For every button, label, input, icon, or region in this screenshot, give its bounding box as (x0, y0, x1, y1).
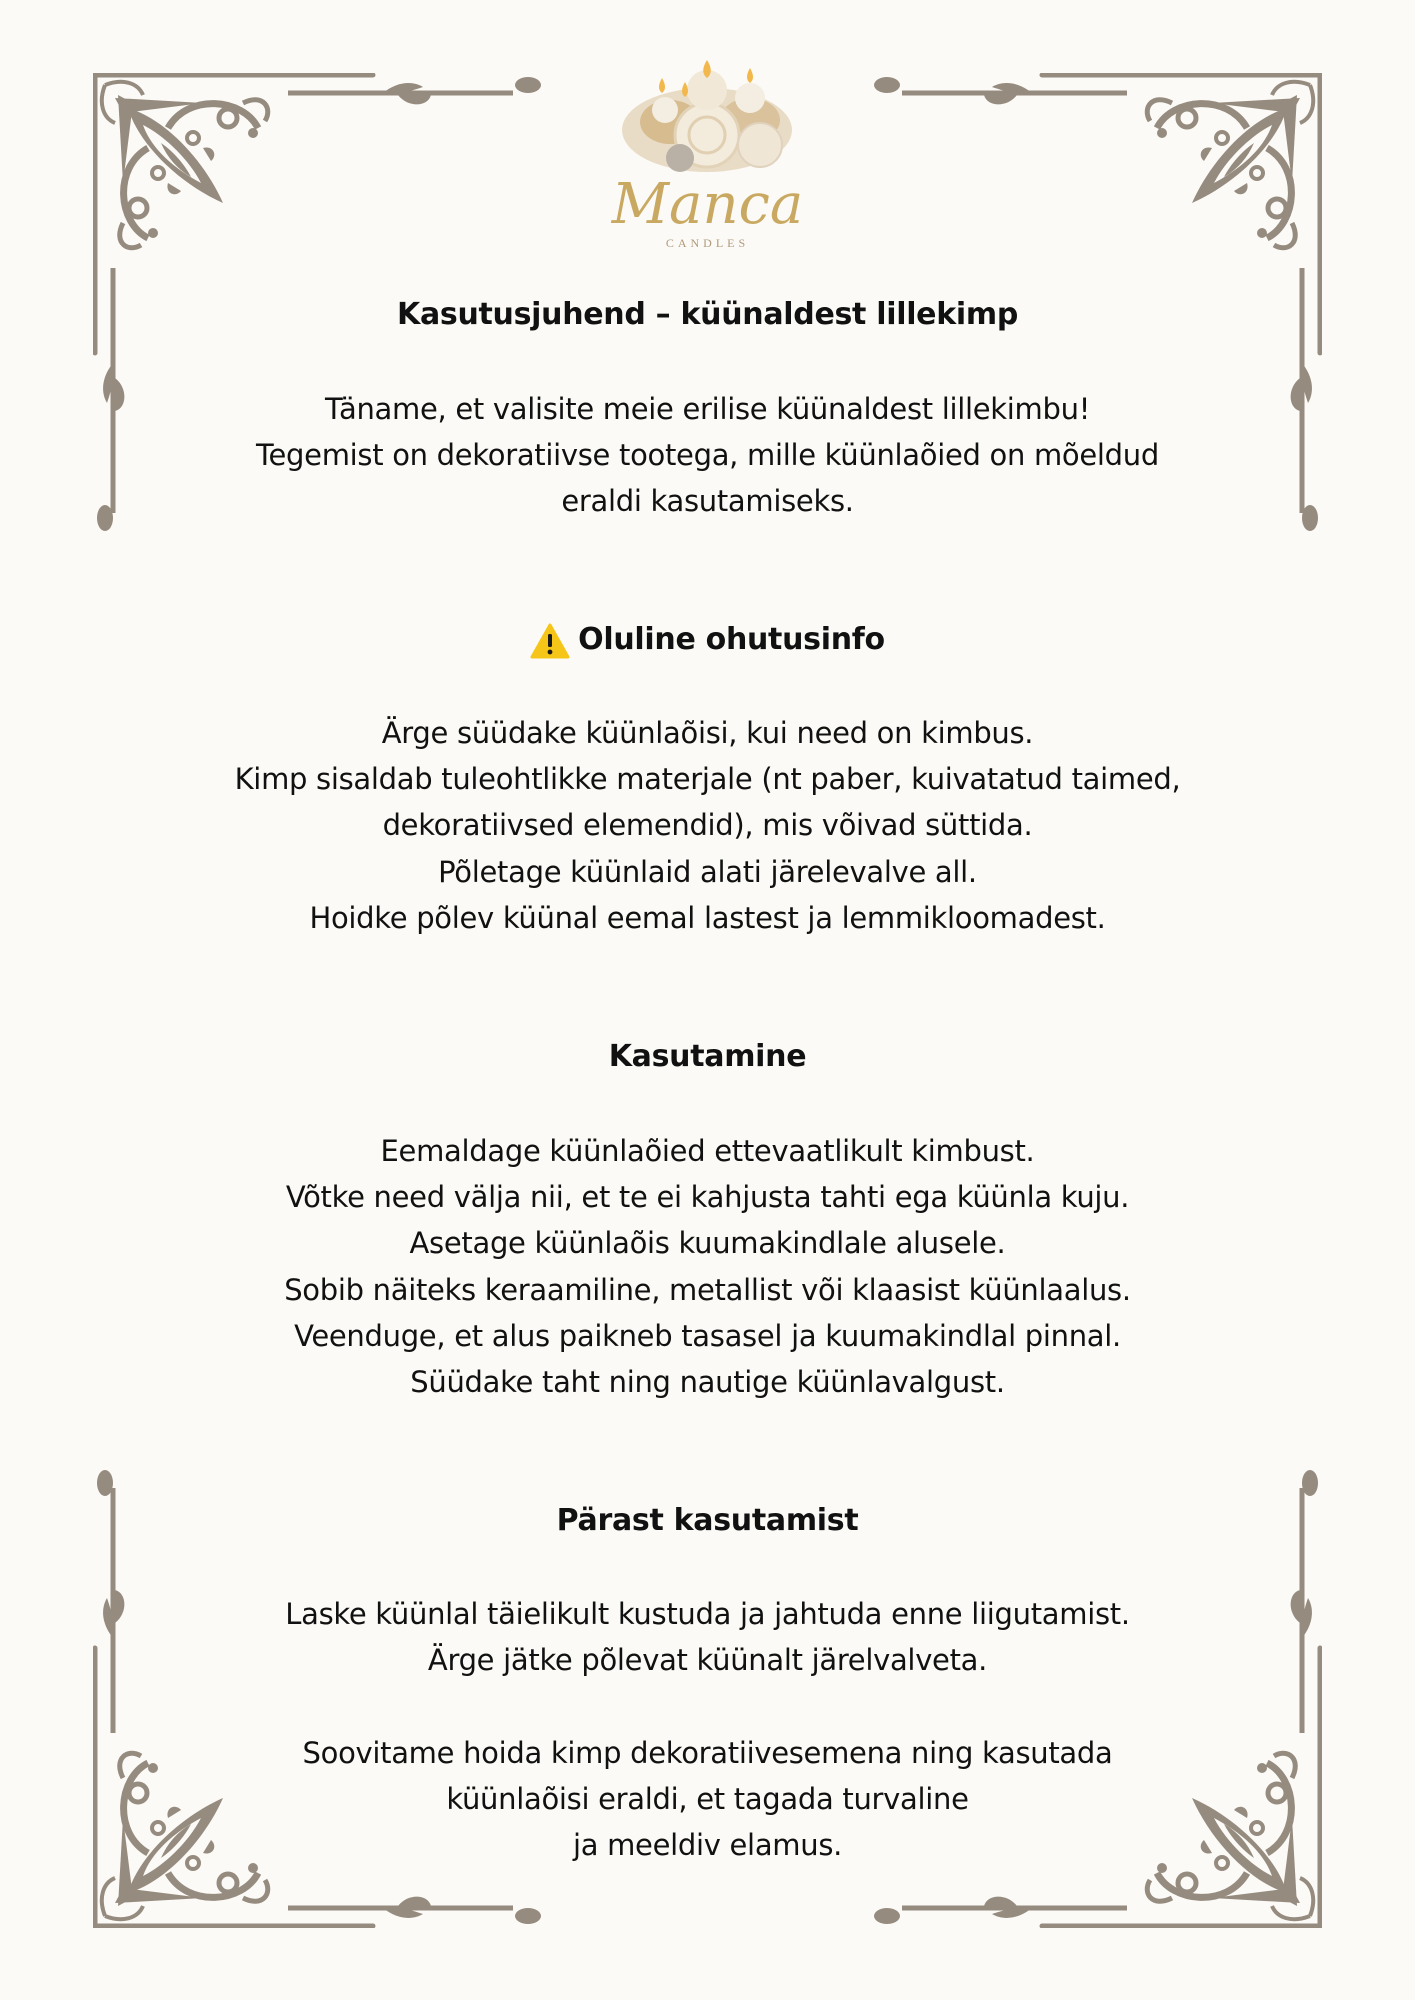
after-line: Laske küünlal täielikult kustuda ja jahtuda enne liigutamist. (285, 1597, 1130, 1631)
safety-line: Ärge süüdake küünlaõisi, kui need on kimbus. (381, 716, 1034, 750)
usage-line: Eemaldage küünlaõied ettevaatlikult kimbust. (380, 1134, 1035, 1168)
candle-bouquet-icon (600, 50, 815, 180)
after-heading: Pärast kasutamist (556, 1503, 859, 1538)
brand-tagline: CANDLES (665, 236, 750, 250)
after-note-line: küünlaõisi eraldi, et tagada turvaline (446, 1782, 969, 1816)
usage-line: Asetage küünlaõis kuumakindlale alusele. (409, 1226, 1006, 1260)
usage-line: Võtke need välja nii, et te ei kahjusta tahti ega küünla kuju. (285, 1180, 1130, 1214)
warning-icon (530, 623, 570, 659)
after-note-line: ja meeldiv elamus. (572, 1828, 843, 1862)
intro-line: Täname, et valisite meie erilise küünaldest lillekimbu! (324, 392, 1091, 426)
usage-line: Veenduge, et alus paikneb tasasel ja kuumakindlal pinnal. (294, 1319, 1121, 1353)
after-line: Ärge jätke põlevat küünalt järelvalveta. (427, 1643, 988, 1677)
safety-line: Hoidke põlev küünal eemal lastest ja lemmikloomadest. (309, 901, 1106, 935)
intro-line: Tegemist on dekoratiivse tootega, mille küünlaõied on mõeldud (256, 438, 1159, 472)
brand-logo (600, 50, 815, 260)
brand-name: Manca (611, 172, 804, 237)
intro-line: eraldi kasutamiseks. (561, 484, 854, 518)
safety-line: dekoratiivsed elemendid), mis võivad süttida. (382, 808, 1033, 842)
safety-line: Kimp sisaldab tuleohtlikke materjale (nt paber, kuivatatud taimed, (234, 762, 1181, 796)
after-note-line: Soovitame hoida kimp dekoratiivesemena ning kasutada (302, 1736, 1113, 1770)
safety-heading-row (0, 617, 1415, 663)
usage-line: Sobib näiteks keraamiline, metallist või klaasist küünlaalus. (284, 1273, 1131, 1307)
usage-line: Süüdake taht ning nautige küünlavalgust. (410, 1365, 1005, 1399)
safety-heading: Oluline ohutusinfo (578, 622, 885, 657)
safety-line: Põletage küünlaid alati järelevalve all. (438, 855, 977, 889)
usage-heading: Kasutamine (608, 1039, 807, 1074)
page-title: Kasutusjuhend – küünaldest lillekimp (397, 297, 1018, 332)
